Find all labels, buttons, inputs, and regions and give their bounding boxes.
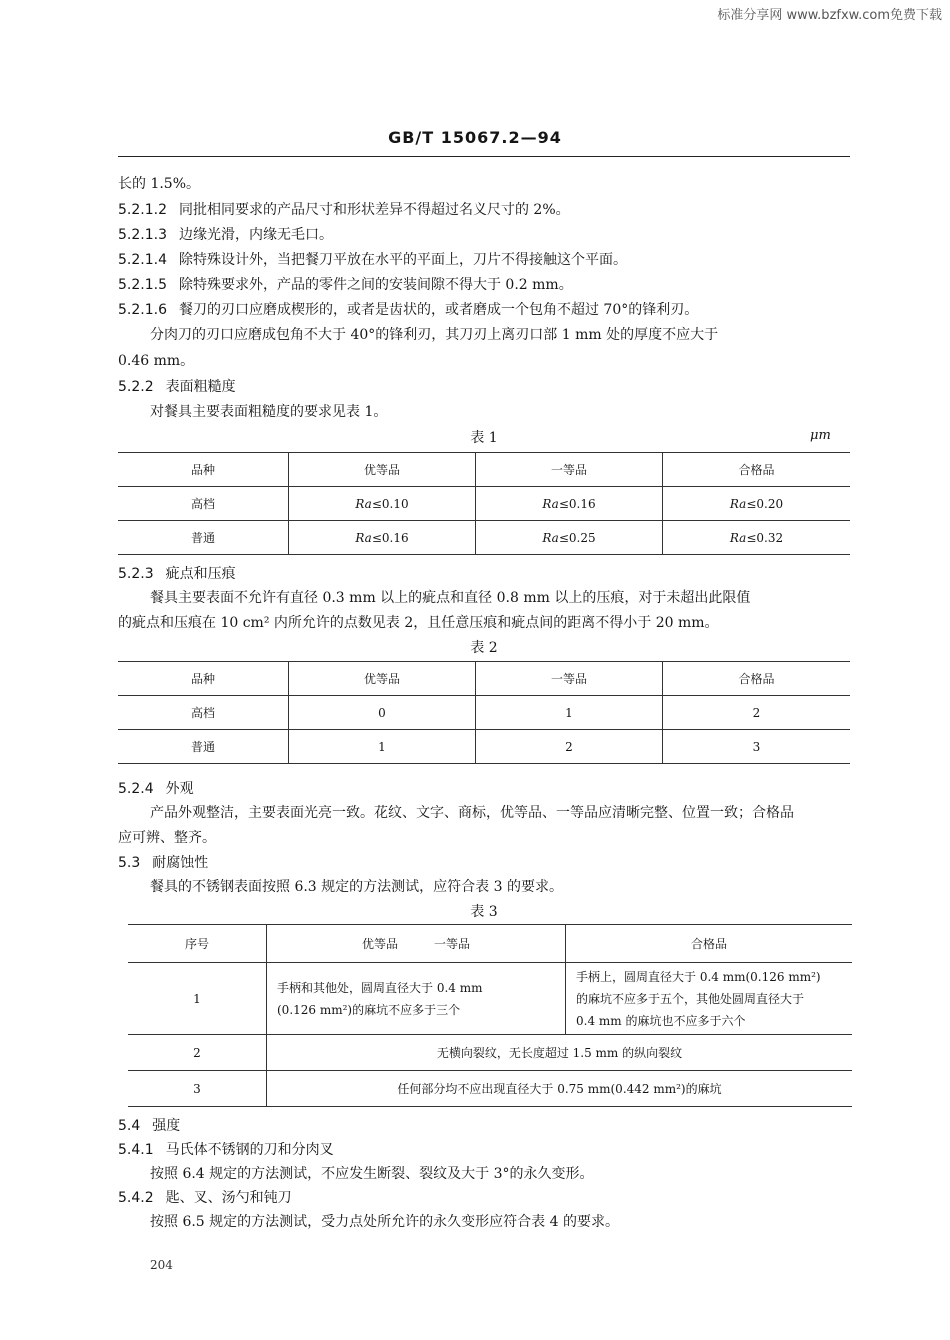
clause-text: 表面粗糙度 [165,379,236,395]
table-header-cell: 合格品 [566,925,853,963]
table-header-cell: 序号 [128,925,267,963]
table-row [128,1035,852,1071]
clause-5-2-1-5 [118,275,573,295]
clause-number: 5.4.2 [118,1190,154,1206]
table-cell: 普通 [118,730,289,764]
watermark: 标准分享网 www.bzfxw.com免费下载 [717,8,942,23]
table-cell: 无横向裂纹，无长度超过 1.5 mm 的纵向裂纹 [267,1035,853,1071]
paragraph-line: 按照 6.5 规定的方法测试，受力点处所允许的永久变形应符合表 4 的要求。 [150,1214,619,1230]
table-header-cell: 一等品 [476,453,663,487]
paragraph-line: 应可辨、整齐。 [118,830,216,846]
clause-text: 耐腐蚀性 [152,855,209,871]
clause-5-2-3 [118,564,236,584]
table-cell: 手柄和其他处，圆周直径大于 0.4 mm (0.126 mm²)的麻坑不应多于三个 [267,963,566,1035]
paragraph-line: 产品外观整洁，主要表面光亮一致。花纹、文字、商标，优等品、一等品应清晰完整、位置一致；合格品 [150,805,794,821]
table-row [118,521,850,555]
table-cell: 2 [663,696,851,730]
table-row [128,1071,852,1107]
table-cell: Ra≤0.20 [663,487,851,521]
table-cell: 3 [128,1071,267,1107]
page-number: 204 [150,1258,173,1272]
clause-5-2-4 [118,779,194,799]
table-cell: Ra≤0.10 [289,487,476,521]
clause-text: 外观 [165,781,194,797]
standard-header: GB/T 15067.2—94 [388,128,562,147]
table-cell: 高档 [118,696,289,730]
table-cell: 1 [289,730,476,764]
table-header-row [128,925,852,963]
clause-text: 边缘光滑，内缘无毛口。 [178,227,333,243]
clause-text: 同批相同要求的产品尺寸和形状差异不得超过名义尺寸的 2%。 [178,202,570,218]
clause-text: 疵点和压痕 [165,566,236,582]
paragraph-line: 0.46 mm。 [118,353,195,369]
table-cell: 2 [476,730,663,764]
table-header-cell: 合格品 [663,662,851,696]
clause-5-3 [118,853,208,873]
clause-5-4-2 [118,1188,292,1208]
table-2-caption: 表 2 [470,640,498,656]
clause-number: 5.3 [118,855,141,871]
table-cell: 0 [289,696,476,730]
table-header-row [118,453,850,487]
table-3 [128,924,852,1107]
clause-number: 5.2.1.3 [118,227,167,243]
table-row [118,696,850,730]
table-header-cell: 优等品 [289,453,476,487]
clause-number: 5.2.2 [118,379,154,395]
table-header-cell: 优等品 [289,662,476,696]
header-rule [118,156,850,157]
table-1-unit: μm [810,428,831,443]
table-cell: Ra≤0.16 [289,521,476,555]
clause-number: 5.4 [118,1118,141,1134]
clause-number: 5.2.1.5 [118,277,167,293]
clause-5-2-1-2 [118,200,570,220]
clause-5-2-1-4 [118,250,627,270]
clause-number: 5.2.3 [118,566,154,582]
clause-text: 除特殊要求外，产品的零件之间的安装间隙不得大于 0.2 mm。 [178,277,573,293]
table-row [128,963,852,1035]
table-cell: 2 [128,1035,267,1071]
paragraph-line: 的疵点和压痕在 10 cm² 内所允许的点数见表 2，且任意压痕和疵点间的距离不得小于 20 mm。 [118,615,719,631]
clause-number: 5.2.1.2 [118,202,167,218]
table-3-caption: 表 3 [470,904,498,920]
table-2 [118,661,850,764]
table-cell: Ra≤0.16 [476,487,663,521]
table-1-caption: 表 1 [470,430,498,446]
paragraph-line: 餐具主要表面不允许有直径 0.3 mm 以上的疵点和直径 0.8 mm 以上的压痕，对于未超出此限值 [150,590,751,606]
table-cell: 普通 [118,521,289,555]
table-cell: 高档 [118,487,289,521]
clause-5-2-1-6 [118,300,698,320]
text-line: 长的 1.5%。 [118,176,201,192]
clause-text: 匙、叉、汤勺和钝刀 [165,1190,292,1206]
clause-text: 马氏体不锈钢的刀和分肉叉 [165,1142,334,1158]
table-cell: 1 [128,963,267,1035]
clause-5-2-2 [118,377,236,397]
table-header-cell: 品种 [118,453,289,487]
table-header-row [118,662,850,696]
table-header-cell: 品种 [118,662,289,696]
paragraph-line: 餐具的不锈钢表面按照 6.3 规定的方法测试，应符合表 3 的要求。 [150,879,563,895]
clause-5-4 [118,1116,180,1136]
clause-number: 5.2.1.6 [118,302,167,318]
table-header-cell: 优等品 一等品 [267,925,566,963]
paragraph-line: 对餐具主要表面粗糙度的要求见表 1。 [150,404,388,420]
table-cell: Ra≤0.32 [663,521,851,555]
paragraph-line: 分肉刀的刃口应磨成包角不大于 40°的锋利刃，其刀刃上离刃口部 1 mm 处的厚度不应大于 [150,327,719,343]
clause-text: 强度 [152,1118,181,1134]
clause-text: 除特殊设计外，当把餐刀平放在水平的平面上，刀片不得接触这个平面。 [178,252,627,268]
table-cell: 任何部分均不应出现直径大于 0.75 mm(0.442 mm²)的麻坑 [267,1071,853,1107]
table-cell: Ra≤0.25 [476,521,663,555]
table-row [118,730,850,764]
clause-5-2-1-3 [118,225,333,245]
clause-text: 餐刀的刃口应磨成楔形的，或者是齿状的，或者磨成一个包角不超过 70°的锋利刃。 [178,302,699,318]
clause-number: 5.4.1 [118,1142,154,1158]
clause-number: 5.2.4 [118,781,154,797]
table-row [118,487,850,521]
clause-5-4-1 [118,1140,334,1160]
table-header-cell: 合格品 [663,453,851,487]
table-cell: 3 [663,730,851,764]
table-header-cell: 一等品 [476,662,663,696]
clause-number: 5.2.1.4 [118,252,167,268]
table-cell: 手柄上，圆周直径大于 0.4 mm(0.126 mm²) 的麻坑不应多于五个，其他处圆周直径大于 0.4 mm 的麻坑也不应多于六个 [566,963,853,1035]
table-1 [118,452,850,555]
table-cell: 1 [476,696,663,730]
paragraph-line: 按照 6.4 规定的方法测试，不应发生断裂、裂纹及大于 3°的永久变形。 [150,1166,594,1182]
